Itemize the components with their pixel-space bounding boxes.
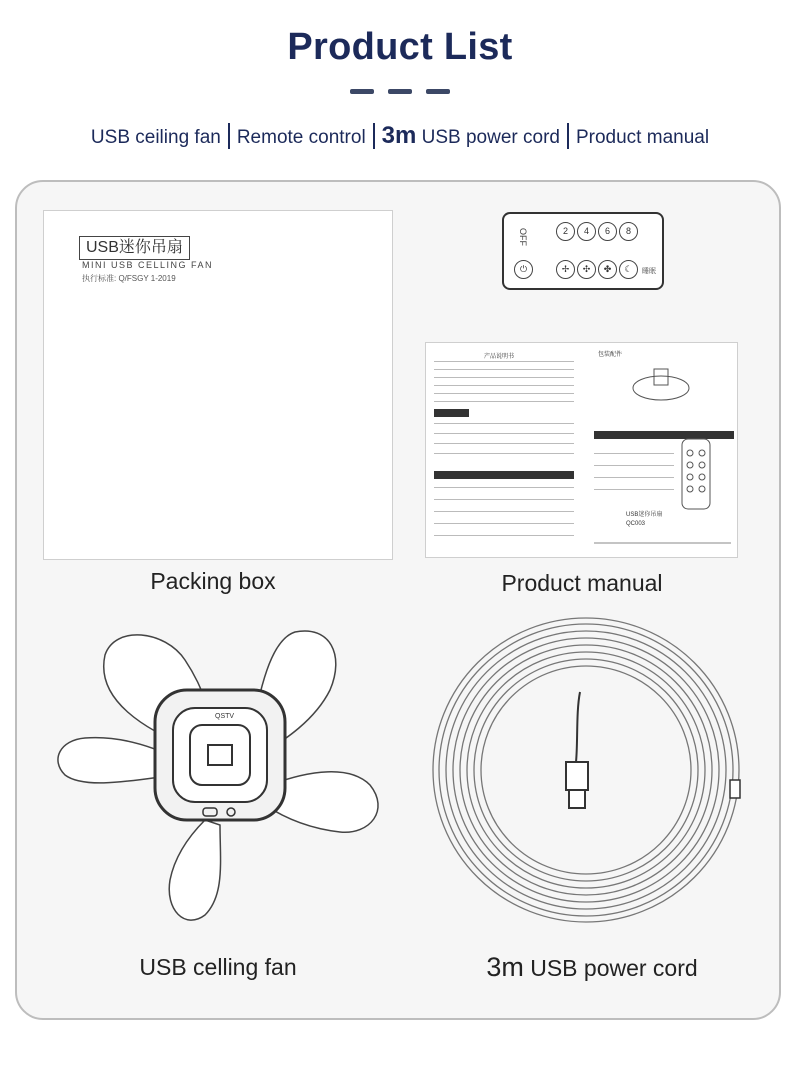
manual-right-heading: 包装配件 — [598, 352, 623, 358]
remote-speed-button: 2 — [556, 222, 575, 241]
remote-speed-button: 6 — [598, 222, 617, 241]
ceiling-fan-caption: USB celling fan — [139, 954, 297, 980]
divider-dash — [388, 89, 412, 94]
product-list-summary — [0, 122, 800, 150]
cord-label: USB power cord — [416, 127, 560, 148]
summary-item-manual: Product manual — [575, 127, 710, 148]
manual-footer-name: USB迷你吊扇 — [626, 512, 663, 518]
title-divider — [0, 89, 800, 94]
remote-off-label: OFF — [518, 228, 528, 246]
manual-footer-model: QC003 — [626, 521, 646, 527]
summary-item-fan: USB ceiling fan — [90, 127, 221, 148]
separator — [567, 123, 569, 149]
packing-box-image — [43, 210, 393, 560]
page-title: Product List — [287, 26, 513, 68]
fan-mode-icon: ✣ — [577, 260, 596, 279]
cord-caption-length: 3m — [486, 952, 524, 982]
separator — [373, 123, 375, 149]
breeze-icon: ✤ — [598, 260, 617, 279]
divider-dash — [426, 89, 450, 94]
summary-item-remote: Remote control — [236, 127, 366, 148]
remote-speed-button: 8 — [619, 222, 638, 241]
usb-cord-image — [428, 612, 748, 932]
remote-control-image — [502, 212, 664, 290]
usb-cord-caption — [422, 952, 762, 983]
sleep-icon: ☾ — [619, 260, 638, 279]
product-manual-caption: Product manual — [501, 570, 663, 596]
summary-item-cord — [382, 122, 560, 150]
divider-dash — [350, 89, 374, 94]
cord-caption-label: USB power cord — [523, 955, 698, 981]
cord-length: 3m — [381, 122, 417, 149]
manual-diagrams — [426, 343, 738, 558]
fan-hub-logo: QSTV — [215, 713, 235, 720]
packing-box-caption: Packing box — [150, 568, 276, 594]
remote-speed-button: 4 — [577, 222, 596, 241]
power-icon: ⏻ — [514, 260, 533, 279]
box-sub-label: MINI USB CELLING FAN — [82, 260, 214, 270]
separator — [228, 123, 230, 149]
box-standard: 执行标准: Q/FSGY 1-2019 — [82, 274, 176, 283]
manual-left-heading: 产品说明书 — [484, 354, 515, 360]
product-manual-image — [425, 342, 738, 558]
ceiling-fan-image — [55, 610, 395, 930]
fan-icon: ✢ — [556, 260, 575, 279]
remote-sleep-label: 睡眠 — [642, 268, 656, 275]
box-brand-label: USB迷你吊扇 — [79, 236, 190, 260]
